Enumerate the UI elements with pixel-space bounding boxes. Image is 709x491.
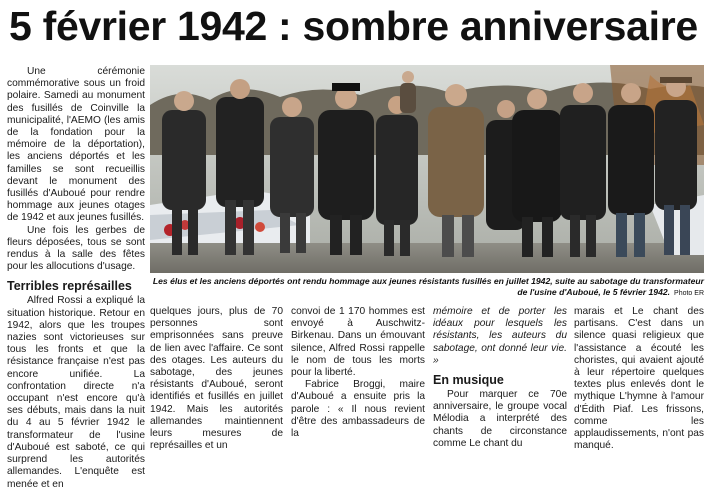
column-3-text: convoi de 1 170 hommes est envoyé à Auschwitz-Birkenau. Dans un émouvant silence, Alfred Rossi rappelle le nom de tous les morts pour la liberté. xyxy=(291,306,425,379)
subhead-terribles-represailles: Terribles représailles xyxy=(7,279,132,294)
headline: 5 février 1942 : sombre anniversaire xyxy=(9,3,698,49)
column-2-text: quelques jours, plus de 70 personnes sont emprisonnées sans preuve de lien avec l'affaire. Ce sont des otages. Les auteurs du sabotage, des jeunes résistants d'Auboué, seront identifiés et fusillés en juillet 1942. Mais les autorités allemandes maintiennent leurs mesures de représailles et un xyxy=(150,306,283,452)
ceremony-photo-illustration xyxy=(150,65,704,273)
intro-column xyxy=(7,66,145,491)
intro-paragraph-2: Une fois les gerbes de fleurs déposées, tous se sont rendus à la salle des fêtes pour les allocutions d'usage. xyxy=(7,224,145,273)
ceremony-photo xyxy=(150,65,704,273)
column-5-text: marais et Le chant des partisans. C'est dans un silence quasi religieux que l'assistance a écouté les choristes, qui avaient ajouté à leur répertoire quelques textes plus enlevés dont le mythique L'hymne à l'amour d'Édith Piaf. Les frissons, comme les applaudissements, n'ont pas manqué. xyxy=(574,306,704,452)
intro-paragraph-3: Alfred Rossi a expliqué la situation historique. Retour en 1942, alors que les troupes nazies sont victorieuses sur tous les fronts et que la résistance française n'est pas encore unifiée. La confrontation directe n'a occupant n'est encore qu'à ses débuts, mais dans la nuit du 4 au 5 février 1942 le transformateur de l'usine d'Auboué est saboté, ce qui surprend les autorités allemandes. L'enquête est menée et en xyxy=(7,295,145,490)
subhead-en-musique: En musique xyxy=(433,373,504,388)
article-column-5 xyxy=(574,306,704,452)
column-4-text: mémoire et de porter les idéaux pour lesquels les résistants, les auteurs du sabotage, ont donné leur vie. » xyxy=(433,306,567,366)
column-4-text-2: Pour marquer ce 70e anniversaire, le groupe vocal Mélodia a interprété des chants de circonstance comme Le chant du xyxy=(433,389,567,449)
intro-paragraph: Une cérémonie commémorative sous un froid polaire. Samedi au monument des fusillés de Coinville la municipalité, l'AEMO (les amis de la fondation pour la mémoire de la déportation), les anciens déportés et les familles se sont recueillis devant le monument des fusillés d'Auboué pour rendre hommage aux jeunes otages de 1942 et aux jeunes fusillés. xyxy=(7,66,145,224)
article-column-3 xyxy=(291,306,425,440)
article-column-4 xyxy=(433,306,567,450)
photo-caption xyxy=(150,276,704,299)
photo-credit: Photo ER xyxy=(674,290,704,297)
column-3-text-2: Fabrice Broggi, maire d'Auboué a ensuite pris la parole : « Il nous revient d'être des ambassadeurs de la xyxy=(291,379,425,440)
photo-caption-text: Les élus et les anciens déportés ont rendu hommage aux jeunes résistants fusillés en juillet 1942, suite au sabotage du transformateur de l'usine d'Auboué, le 5 février 1942. xyxy=(152,276,704,297)
article-column-2 xyxy=(150,306,283,452)
